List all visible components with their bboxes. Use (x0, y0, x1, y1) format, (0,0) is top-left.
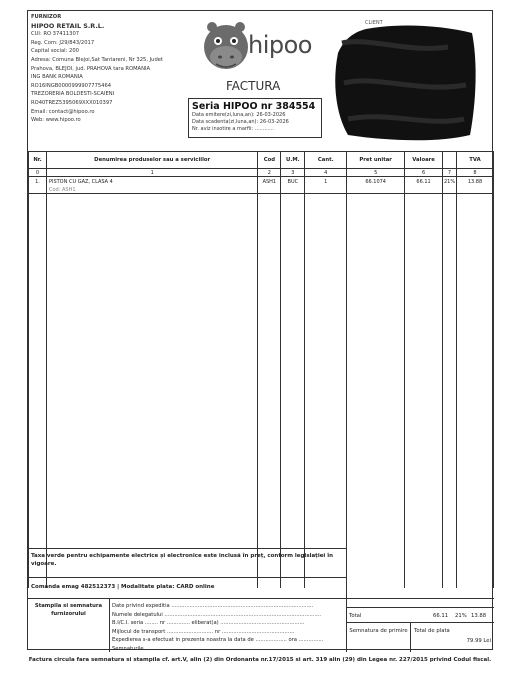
table-filler-row (29, 194, 494, 589)
supplier-signature-cell: Stampila si semnatura furnizorului (28, 599, 110, 652)
expedition-line: Date privind expeditia ...................................................................................... (112, 603, 314, 609)
col-header-qty: Cant. (305, 152, 347, 169)
row-qty: 1 (305, 177, 347, 194)
col-header-rate (443, 152, 457, 169)
total-label: Total (349, 613, 362, 619)
hippo-mascot-icon (200, 17, 252, 73)
supplier-capital: Capital social: 200 (31, 48, 79, 55)
supplier-block (31, 13, 201, 125)
supplier-name: HIPOO RETAIL S.R.L. (31, 21, 105, 30)
expedition-line: B.I/C.I. seria ........ nr .............. eliberat(a) ................................................... (112, 620, 305, 627)
invoice-issue-date: Data emitere(zi,luna,an): 26-03-2026 (192, 112, 286, 118)
total-payable-amount: 79.99 Lei (466, 638, 491, 644)
col-number: 7 (443, 169, 457, 177)
col-header-unit: U.M. (281, 152, 305, 169)
order-payment-info: Comanda emag 482512373 | Modalitate plata: CARD online (28, 577, 347, 598)
logo-wordmark: hipoo (248, 31, 312, 59)
col-number: 1 (46, 169, 257, 177)
row-unit-price: 66.1074 (347, 177, 405, 194)
supplier-cui: CUI: RO 37411307 (31, 31, 80, 38)
col-number: 6 (405, 169, 443, 177)
row-unit: BUC (281, 177, 305, 194)
client-label: CLIENT (365, 20, 383, 26)
row-value: 66.11 (405, 177, 443, 194)
supplier-address-line2: Prahova, BLEJOI, jud. PRAHOVA tara ROMANIA (31, 65, 151, 72)
row-vat: 13.88 (457, 177, 494, 194)
invoice-page (27, 10, 493, 650)
total-payable-cell (411, 623, 494, 652)
total-vat-rate: 21% (455, 613, 467, 619)
row-product (46, 177, 257, 194)
expedition-line: Expedierea s-a efectuat in prezenta noastra la data de ................... ora ............... (112, 637, 324, 644)
col-number: 2 (258, 169, 281, 177)
col-header-code: Cod (258, 152, 281, 169)
legal-footnote: Factura circula fara semnatura si stampila cf. art.V, alin (2) din Ordonanta nr.17/2015 si art. 319 alin (29) din Legea nr. 227/2015 privind Codul fiscal. (28, 657, 492, 663)
supplier-iban1: RO16INGB0000999907775464 (31, 82, 112, 89)
supplier-web: Web: www.hipoo.ro (31, 117, 81, 124)
table-row (29, 177, 494, 194)
col-header-name: Denumirea produselor sau a serviciilor (46, 152, 257, 169)
supplier-email: Email: contact@hipoo.ro (31, 108, 95, 115)
supplier-bank2: TREZORERIA BOLDESTI-SCAIENI (31, 91, 115, 98)
total-vat: 13.88 (471, 613, 487, 619)
expedition-line: Mijlocul de transport ............................ nr ............................................ (112, 628, 295, 635)
invoice-title: FACTURA (226, 79, 281, 93)
col-header-vat: TVA (457, 152, 494, 169)
table-header-row (29, 152, 494, 169)
expedition-line: Numele delegatului ............................................................................................... (112, 611, 322, 618)
supplier-address-line1: Adresa: Comuna Blejoi,Sat Tantareni, Nr 325, Judet (31, 56, 163, 63)
col-number: 3 (281, 169, 305, 177)
col-number: 8 (457, 169, 494, 177)
invoice-footer (28, 598, 494, 651)
invoice-due-date: Data scadenta(zi,luna,an): 26-03-2026 (192, 119, 289, 125)
invoice-series-box (188, 98, 322, 138)
row-code: ASH1 (258, 177, 281, 194)
expedition-line: Semnaturile ........................................................................................ (112, 645, 291, 652)
col-number: 4 (305, 169, 347, 177)
column-number-row (29, 169, 494, 177)
total-payable-label: Total de plata (414, 628, 450, 634)
client-redaction (328, 23, 478, 143)
invoice-series: Seria HIPOO nr 384554 (192, 101, 316, 112)
col-header-nr: Nr. (29, 152, 47, 169)
hipoo-logo (200, 15, 315, 75)
green-tax-note: Taxa verde pentru echipamente electrice și electronice este inclusă în preț, conform legislației în vigoare. (28, 548, 347, 577)
supplier-bank1: ING BANK ROMANIA (31, 74, 83, 81)
col-header-value: Valoare (405, 152, 443, 169)
col-header-unit-price: Pret unitar (347, 152, 405, 169)
total-value: 66.11 (433, 613, 449, 619)
row-product-name: PISTON CU GAZ, CLASA 4 (48, 179, 113, 185)
supplier-iban2: RO40TREZ5395069XXX010397 (31, 99, 113, 106)
items-table (28, 151, 494, 588)
supplier-label: FURNIZOR (31, 14, 62, 20)
expedition-details (110, 599, 347, 652)
row-product-code: Cod: ASH1 (48, 187, 76, 193)
receiver-signature-cell: Semnatura de primire (347, 623, 411, 652)
row-vat-rate: 21% (443, 177, 457, 194)
row-nr: 1. (29, 177, 47, 194)
col-number: 0 (29, 169, 47, 177)
col-number: 5 (347, 169, 405, 177)
invoice-delivery-notice: Nr. aviz insotire a marfii: ............ (192, 126, 274, 132)
total-row (347, 607, 494, 623)
supplier-reg: Reg. Com: J29/843/2017 (31, 39, 95, 46)
